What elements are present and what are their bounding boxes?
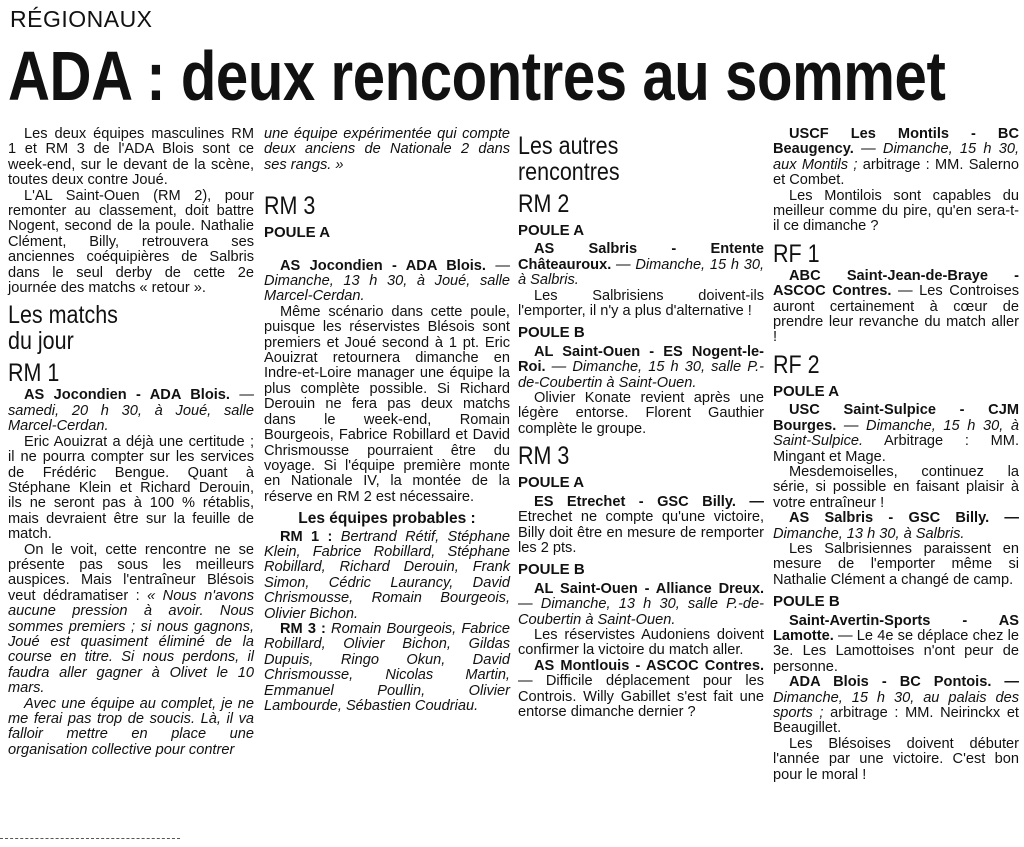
paragraph bbox=[773, 737, 1019, 783]
pool-heading: POULE B bbox=[518, 324, 585, 342]
section-heading: RM 1 bbox=[8, 359, 60, 388]
section-heading: Les autres rencontres bbox=[518, 132, 620, 186]
paragraph bbox=[518, 391, 764, 437]
section-heading: RM 3 bbox=[264, 192, 316, 221]
italic-text: Dimanche, 13 h 30, à Salbris. bbox=[773, 525, 965, 542]
body-text: L'AL Saint-Ouen (RM 2), pour remonter au classement, doit battre Nogent, second de la poule. Nathalie Clément, Billy, retrouvera ses anciennes coéquipières de Salbris dans le seul derby de cette 2e journée des matchs « retour ». bbox=[8, 187, 254, 297]
match-title: AL Saint-Ouen - ES Nogent-le-Roi. bbox=[518, 343, 764, 376]
section-heading: RM 3 bbox=[518, 442, 570, 471]
body-text: Arbitrage : MM. Mingant et Mage. bbox=[773, 433, 1019, 465]
italic-text: Dimanche, 15 h 30, au palais des sports ; bbox=[773, 689, 1019, 721]
column-3 bbox=[518, 127, 764, 720]
paragraph bbox=[8, 189, 254, 297]
match-title: RM 3 : bbox=[280, 620, 332, 637]
paragraph bbox=[264, 530, 510, 622]
paragraph bbox=[264, 127, 510, 173]
body-text: arbitrage : MM. Salerno et Combet. bbox=[773, 156, 1019, 189]
paragraph bbox=[518, 659, 764, 721]
paragraph bbox=[518, 242, 764, 288]
paragraph bbox=[518, 628, 764, 659]
pool-heading: POULE A bbox=[773, 382, 840, 400]
paragraph bbox=[773, 675, 1019, 737]
match-title: ADA Blois - BC Pontois. — bbox=[789, 674, 1019, 691]
paragraph bbox=[264, 259, 510, 305]
paragraph bbox=[264, 305, 510, 505]
italic-text: — Dimanche, 15 h 30, salle P.-de-Coubertin à Saint-Ouen. bbox=[518, 359, 764, 391]
match-title: AS Salbris - Entente Châteauroux. bbox=[518, 241, 764, 273]
paragraph bbox=[773, 542, 1019, 588]
body-text: — Les Controises auront certainement à cœur de prendre leur revanche du match aller ! bbox=[773, 283, 1019, 346]
section-heading: Les matchs du jour bbox=[8, 301, 118, 356]
body-text: Etrechet ne compte qu'une victoire, Billy doit être en mesure de remporter les 2 pts. bbox=[518, 509, 764, 556]
body-text: Les Montilois sont capables du meilleur comme du pire, qu'en sera-t-il ce dimanche ? bbox=[773, 187, 1019, 235]
paragraph bbox=[8, 435, 254, 543]
italic-text: une équipe expérimentée qui compte deux anciens de Nationale 2 dans ses rangs. » bbox=[264, 126, 510, 173]
body-text: Olivier Konate revient après une légère entorse. Florent Gauthier complète le groupe. bbox=[518, 390, 764, 437]
pool-heading: POULE A bbox=[518, 474, 585, 492]
body-text: Les deux équipes masculines RM 1 et RM 3 de l'ADA Blois sont ce week-end, sur le devant de la scène, toutes deux contre Joué. bbox=[8, 126, 254, 189]
section-heading: RM 2 bbox=[518, 190, 570, 218]
paragraph bbox=[773, 127, 1019, 189]
italic-text: Bertrand Rétif, Stéphane Klein, Fabrice Robillard, Stéphane Robillard, Richard Derouin, Frank Simon, Cédric Laurancy, David Chrismousse, Romain Bourgeois, Olivier Bichon. bbox=[264, 528, 510, 622]
paragraph bbox=[773, 614, 1019, 676]
spacer bbox=[264, 245, 510, 259]
match-title: ES Etrechet - GSC Billy. — bbox=[534, 493, 764, 510]
paragraph bbox=[8, 127, 254, 189]
body-text: Les Salbrisiennes paraissent en mesure de l'emporter même si Nathalie Clément a changé de camp. bbox=[773, 540, 1019, 588]
body-text: Les réservistes Audoniens doivent confirmer la victoire du match aller. bbox=[518, 626, 764, 659]
match-title: AL Saint-Ouen - Alliance Dreux. bbox=[534, 580, 764, 597]
paragraph bbox=[773, 269, 1019, 346]
italic-text: — samedi, 20 h 30, à Joué, salle Marcel-Cerdan. bbox=[8, 387, 254, 435]
headline: ADA : deux rencontres au sommet bbox=[8, 37, 946, 115]
section-kicker: RÉGIONAUX bbox=[10, 6, 153, 32]
paragraph bbox=[518, 345, 764, 391]
body-text: — Le 4e se déplace chez le 3e. Les Lamottoises n'ont peur de personne. bbox=[773, 627, 1019, 675]
match-title: Saint-Avertin-Sports - AS Lamotte. bbox=[773, 612, 1019, 644]
pool-heading: POULE B bbox=[518, 561, 585, 579]
italic-text: Romain Bourgeois, Fabrice Robillard, Olivier Bichon, Gildas Dupuis, Ringo Okun, David Chrismousse, Nicolas Martin, Emmanuel Poullin, Olivier Lambourde, Sébastien Coudriau. bbox=[264, 620, 511, 714]
paragraph bbox=[773, 511, 1019, 542]
column-4 bbox=[773, 127, 1019, 783]
match-title: AS Salbris - GSC Billy. — bbox=[789, 510, 1019, 527]
body-text: Les Blésoises doivent débuter l'année par une victoire. C'est bon pour le moral ! bbox=[773, 735, 1019, 783]
paragraph bbox=[8, 697, 254, 759]
section-heading: RF 2 bbox=[773, 350, 820, 379]
match-title: AS Jocondien - ADA Blois. bbox=[280, 257, 486, 274]
column-1 bbox=[8, 127, 254, 758]
match-title: RM 1 : bbox=[280, 528, 341, 545]
match-title: USCF Les Montils - BC Beaugency. bbox=[773, 126, 1019, 158]
italic-text: « Nous n'avons aucune pression à avoir. Nous sommes premiers ; si nous gagnons, Joué est quasiment éliminé de la course en titre. Si nous perdons, il faudra aller gagner à Olivet le 10 mars. bbox=[8, 587, 254, 697]
spacer bbox=[264, 173, 510, 187]
subheading: Les équipes probables : bbox=[298, 510, 476, 528]
paragraph bbox=[264, 622, 510, 714]
paragraph bbox=[518, 289, 764, 320]
column-2 bbox=[264, 127, 510, 714]
pool-heading: POULE A bbox=[264, 224, 331, 242]
bottom-rule bbox=[0, 838, 180, 839]
section-heading: RF 1 bbox=[773, 239, 820, 268]
body-text: — Difficile déplacement pour les Controis. Willy Gabillet s'est fait une entorse dimanche dernier ? bbox=[518, 673, 764, 720]
body-text: Les Salbrisiens doivent-ils l'emporter, il n'y a plus d'alternative ! bbox=[518, 287, 764, 320]
match-title: AS Montlouis - ASCOC Contres. bbox=[534, 657, 764, 674]
paragraph bbox=[773, 403, 1019, 465]
body-text: Eric Aouizrat a déjà une certitude ; il ne pourra compter sur les services de Frédéric Bengue. Quant à Stéphane Klein et Richard Derouin, ils ne seront pas à 100 % rétablis, mais devraient être sur la feuille de match. bbox=[8, 433, 254, 543]
pool-heading: POULE A bbox=[518, 222, 585, 239]
paragraph bbox=[518, 582, 764, 628]
match-title: ABC Saint-Jean-de-Braye - ASCOC Contres. bbox=[773, 267, 1019, 300]
paragraph bbox=[8, 388, 254, 434]
italic-text: — Dimanche, 15 h 30, aux Montils ; bbox=[773, 141, 1019, 173]
paragraph bbox=[773, 189, 1019, 235]
italic-text: — Dimanche, 13 h 30, salle P.-de-Coubertin à Saint-Ouen. bbox=[518, 596, 764, 628]
body-text: Même scénario dans cette poule, puisque les réservistes Blésois sont premiers et Joué second à 1 pt. Eric Aouizrat retournera dimanche en Indre-et-Loire manager une équipe la plus complète possible. Si Richard Derouin ne fera pas deux matchs dans le week-end, Romain Bourgeois, Fabrice Robillard et David Chrismousse pourraient être du voyage. Si l'équipe première monte en Nationale IV, la montée de la réserve en RM 2 est nécessaire. bbox=[264, 303, 510, 505]
pool-heading: POULE B bbox=[773, 593, 840, 611]
match-title: AS Jocondien - ADA Blois. bbox=[24, 387, 230, 404]
body-text: On le voit, cette rencontre ne se présente pas sous les meilleurs auspices. Mais l'entraîneur Blésois veut dédramatiser : bbox=[8, 541, 254, 604]
paragraph bbox=[518, 495, 764, 557]
paragraph bbox=[773, 465, 1019, 511]
body-text: Mesdemoiselles, continuez la série, si possible en faisant plaisir à votre entraîneur ! bbox=[773, 463, 1019, 511]
italic-text: Avec une équipe au complet, je ne me ferai pas trop de soucis. Là, il va falloir mettre en place une organisation collective pour contrer bbox=[8, 695, 254, 758]
italic-text: — Dimanche, 15 h 30, à Saint-Sulpice. bbox=[773, 417, 1019, 450]
match-title: USC Saint-Sulpice - CJM Bourges. bbox=[773, 402, 1019, 434]
body-text: arbitrage : MM. Neirinckx et Beaugillet. bbox=[773, 705, 1019, 737]
paragraph bbox=[8, 543, 254, 697]
italic-text: — Dimanche, 13 h 30, à Joué, salle Marcel-Cerdan. bbox=[264, 257, 510, 305]
italic-text: — Dimanche, 15 h 30, à Salbris. bbox=[518, 256, 764, 289]
